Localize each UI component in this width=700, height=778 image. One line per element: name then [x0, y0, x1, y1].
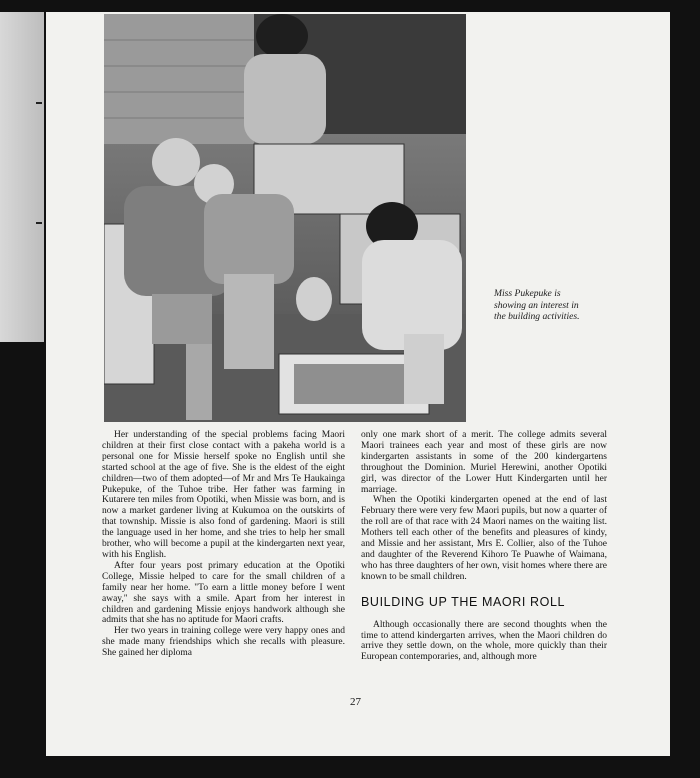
photo-caption	[494, 288, 614, 323]
article-column-right	[361, 430, 607, 663]
article-paragraph: only one mark short of a merit. The college admits several Maori trainees each year and most of these girls are now kindergarten assistants in some of the 200 kindergartens throughout the Dominion. Muriel Herewini, another Opotiki girl, was director of the Lower Hutt Kindergarten until her marriage.	[361, 430, 607, 495]
article-paragraph: Her two years in training college were very happy ones and she made many friendships which she recalls with pleasure. She gained her diploma	[102, 626, 345, 659]
scan-mark	[36, 222, 42, 224]
caption-line: showing an interest in	[494, 299, 579, 311]
caption-line: Miss Pukepuke is	[494, 288, 561, 299]
article-paragraph: When the Opotiki kindergarten opened at the end of last February there were very few Maori pupils, but now a quarter of the roll are of that race with 24 Maori names on the waiting list. Mothers tell each other of the benefits and pleasures of kindy, and Missie and her assistant, Mrs E. Collier, also of the Tuhoe and daughter of the Reverend Kihoro Te Puawhe of Waimana, who has three daughters of her own, visit homes where there are known to be small children.	[361, 495, 607, 582]
article-paragraph: After four years post primary education at the Opotiki College, Missie helped to care for the small children of a family near her home. "To earn a little money before I went away," she says with a smile. Apart from her interest in children and gardening Missie enjoys handwork although she admits that she has no aptitude for Maori crafts.	[102, 560, 345, 626]
article-paragraph: Her understanding of the special problems facing Maori children at their first close contact with a pakeha world is a personal one for Missie herself spoke no English until she started school at the age of five. She is the eldest of the eight children—two of them adopted—of Mr and Mrs Te Haukainga Pukepuke, of the Tuhoe tribe. Her father was farming in Kutarere ten miles from Opotiki, when Missie was born, and is now a market gardener living at Kukumoa on the outskirts of that township. Missie is also fond of gardening. Maori is still the language used in her home, and she tries to help her small brother, who will become a pupil at the kindergarten next year, with his English.	[102, 430, 345, 560]
section-heading: BUILDING UP THE MAORI ROLL	[361, 594, 566, 609]
photo-children-building-blocks	[104, 14, 466, 422]
article-paragraph: Although occasionally there are second thoughts when the time to attend kindergarten arrives, when the Maori children do arrive they settle down, on the whole, more quickly than their European contemporaries, and, although more	[361, 619, 607, 663]
page-number: 27	[350, 696, 361, 708]
photo-illustration	[104, 14, 466, 422]
magazine-page	[46, 12, 670, 756]
scan-mark	[36, 102, 42, 104]
caption-line: the building activities.	[494, 311, 580, 323]
scan-edge-previous-page	[0, 12, 44, 342]
article-column-left	[102, 430, 345, 659]
